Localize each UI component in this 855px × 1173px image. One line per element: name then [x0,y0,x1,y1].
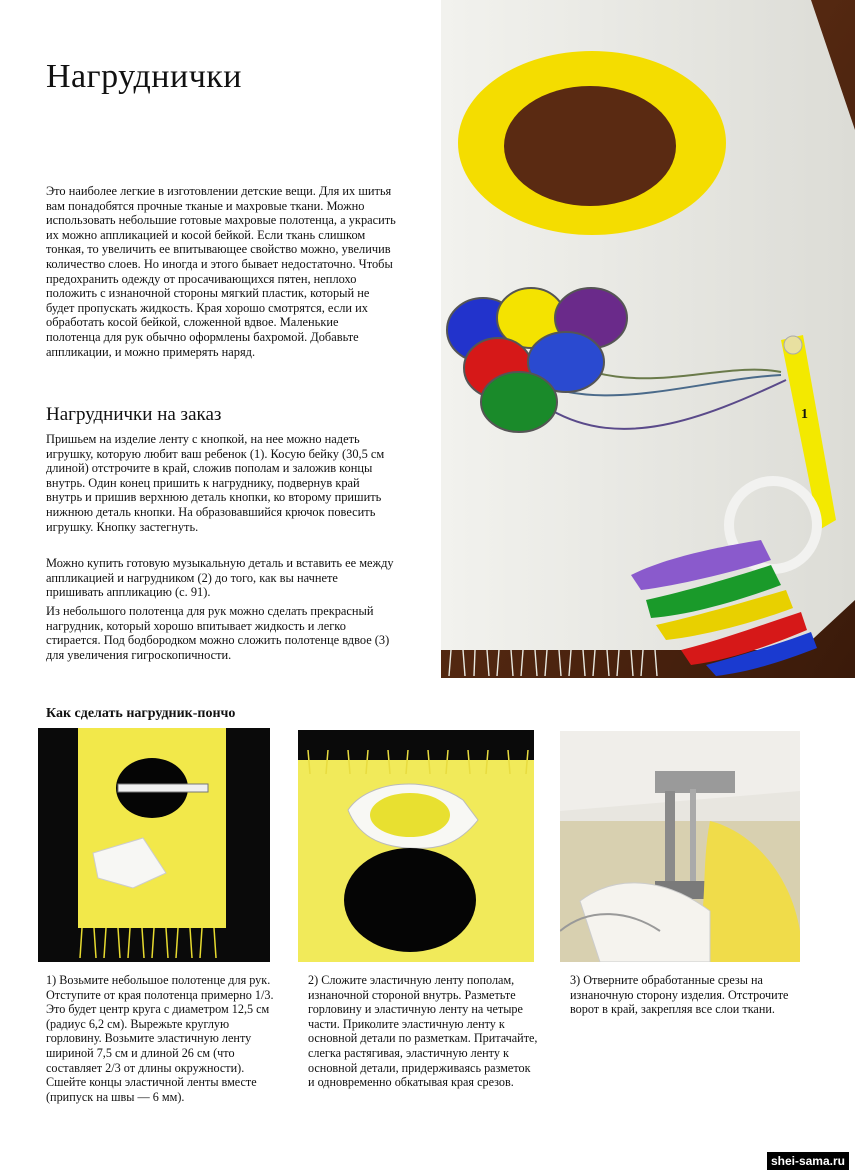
caption-step-2: 2) Сложите эластичную ленту пополам, изнаночной стороной внутрь. Разметьте горловину и эластичную ленту на четыре части. Приколите эластичную ленту к основной детали по разметкам. Притачайте, слегка растягивая, эластичную ленту к основной детали, придерживаясь разметок и одновременно обкатывая края срезов. [308,973,538,1090]
subtitle: Нагруднички на заказ [46,404,222,425]
page-title: Нагруднички [46,58,243,95]
paragraph-2: Можно купить готовую музыкальную деталь и вставить ее между аппликацией и нагрудником (2) до того, как вы начнете пришивать аппликацию (с. 91). [46,556,394,600]
photo-label: 1 [801,407,808,422]
bib-balloons-photo [441,0,855,678]
paragraph-3: Из небольшого полотенца для рук можно сделать прекрасный нагрудник, который хорошо впитывает жидкость и легко стирается. Под бодбородком можно сложить полотенце вдвое (3) для увеличения гигроскопичности. [46,604,390,662]
step1-photo [38,728,270,962]
section-title: Как сделать нагрудник-пончо [46,706,236,721]
intro-paragraph: Это наиболее легкие в изготовлении детские вещи. Для их шитья вам понадобятся прочные тканые и махровые ткани. Можно использовать небольшие готовые махровые полотенца, а украсить их можно аппликацией и косой бейкой. Если ткань слишком тонкая, то увеличить ее впитывающее свойство можно, увеличив количество слоев. Но иногда и этого бывает недостаточно. Чтобы предохранить одежду от просачивающихся пятен, неплохо положить с изнаночной стороны мягкий пластик, который не будет пропускать жидкость. Края хорошо смотрятся, если их обработать косой бейкой, сложенной вдвое. Маленькие полотенца для рук обычно оформлены бахромой. Добавьте аппликации, и можно примерять наряд. [46,184,396,359]
watermark: shei-sama.ru [767,1152,849,1170]
step3-photo [560,731,800,962]
step2-photo [298,730,534,962]
caption-step-1: 1) Возьмите небольшое полотенце для рук. Отступите от края полотенца примерно 1/3. Это будет центр круга с диаметром 12,5 см (радиус 6,2 см). Вырежьте круглую горловину. Возьмите эластичную ленту шириной 7,5 см и длиной 26 см (что составляет 2/3 от длины окружности). Сшейте концы эластичной ленты вместе (припуск на швы — 6 мм). [46,973,274,1104]
caption-step-3: 3) Отверните обработанные срезы на изнаночную сторону изделия. Отстрочите ворот в край, закрепляя все слои ткани. [570,973,789,1017]
paragraph-1: Пришьем на изделие ленту с кнопкой, на нее можно надеть игрушку, которую любит ваш ребенок (1). Косую бейку (30,5 см длиной) отстрочите в край, сложив пополам и заложив концы внутрь. Один конец пришить к нагруднику, подвернув край внутрь и пришив верхнюю деталь кнопки, ко второму пришить нижнюю деталь кнопки. На образовавшийся крючок повесить игрушку. Кнопку застегнуть. [46,432,385,534]
